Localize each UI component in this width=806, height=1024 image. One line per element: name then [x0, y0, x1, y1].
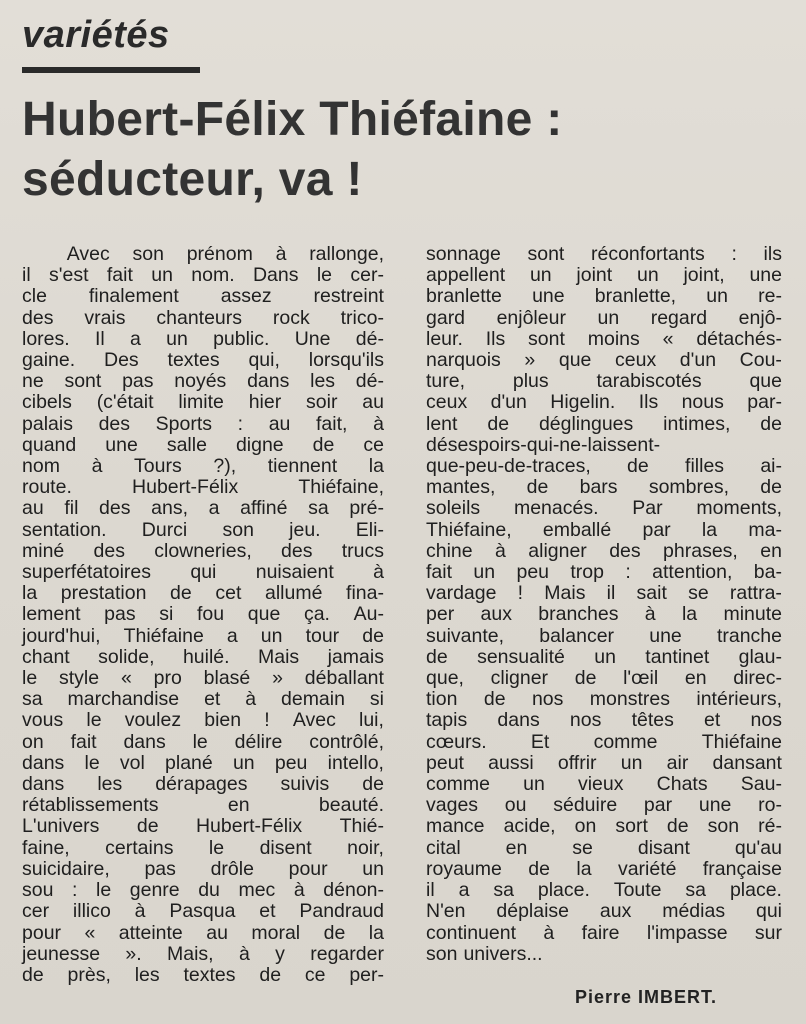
article-line: chant solide, huilé. Mais jamais	[22, 645, 384, 668]
article-line: au fil des ans, a affiné sa pré-	[22, 497, 384, 520]
headline-line-2: séducteur, va !	[22, 153, 363, 206]
article-line: son univers...	[426, 942, 543, 965]
article-line: suicidaire, pas drôle pour un	[22, 857, 384, 880]
article-line: sou : le genre du mec à dénon-	[22, 879, 384, 902]
article-line: continuent à faire l'impasse sur	[426, 921, 782, 944]
article-line: rétablissements en beauté.	[22, 794, 384, 817]
article-line: lores. Il a un public. Une dé-	[22, 327, 384, 350]
article-line: que, cligner de l'œil en direc-	[426, 667, 782, 690]
article-line: désespoirs-qui-ne-laissent-	[426, 433, 661, 456]
article-line: ceux d'un Higelin. Ils nous par-	[426, 391, 782, 414]
article-line: cibels (c'était limite hier soir au	[22, 391, 384, 414]
rubric-underline	[22, 67, 200, 73]
article-line: on fait dans le délire contrôlé,	[22, 730, 384, 753]
article-line: soleils menacés. Par moments,	[426, 497, 782, 520]
article-line: branlette une branlette, un re-	[426, 285, 782, 308]
article-line: sa marchandise et à demain si	[22, 688, 384, 711]
article-line: tion de nos monstres intérieurs,	[426, 688, 782, 711]
article-line: vardage ! Mais il sait se rattra-	[426, 582, 782, 605]
article-line: ne sont pas noyés dans les dé-	[22, 370, 384, 393]
article-line: palais des Sports : au fait, à	[22, 412, 384, 435]
article-line: de sensualité un tantinet glau-	[426, 645, 782, 668]
article-line: sentation. Durci son jeu. Eli-	[22, 518, 384, 541]
headline-line-1: Hubert-Félix Thiéfaine :	[22, 93, 563, 146]
article-line: mance acide, on sort de son ré-	[426, 815, 782, 838]
article-line: quand une salle digne de ce	[22, 433, 384, 456]
article-line: pour « atteinte au moral de la	[22, 921, 384, 944]
article-line: dans les dérapages suivis de	[22, 773, 384, 796]
article-line: narquois » que ceux d'un Cou-	[426, 349, 782, 372]
article-line: gard enjôleur un regard enjô-	[426, 306, 782, 329]
article-line: il s'est fait un nom. Dans le cer-	[22, 264, 384, 287]
article-line: gaine. Des textes qui, lorsqu'ils	[22, 349, 384, 372]
article-line: de près, les textes de ce per-	[22, 963, 384, 986]
article-line: dans le vol plané un peu intello,	[22, 751, 384, 774]
article-line: sonnage sont réconfortants : ils	[426, 243, 782, 265]
article-line: ture, plus tarabiscotés que	[426, 370, 782, 393]
section-rubric: variétés	[22, 14, 170, 56]
article-line: mantes, de bars sombres, de	[426, 476, 782, 499]
article-line: que-peu-de-traces, de filles ai-	[426, 455, 782, 478]
article-line: route. Hubert-Félix Thiéfaine,	[22, 476, 384, 499]
article-line: faine, certains le disent noir,	[22, 836, 384, 859]
article-line: peut aussi offrir un air dansant	[426, 751, 782, 774]
article-line: cer illico à Pasqua et Pandraud	[22, 900, 384, 923]
article-column-right	[426, 244, 782, 965]
article-line: suivante, balancer une tranche	[426, 624, 782, 647]
article-column-left	[22, 244, 384, 986]
article-line: cital en se disant qu'au	[426, 836, 782, 859]
article-line: jourd'hui, Thiéfaine a un tour de	[22, 624, 384, 647]
article-line: vous le voulez bien ! Avec lui,	[22, 709, 384, 732]
article-line: appellent un joint un joint, une	[426, 264, 782, 287]
article-line: il a sa place. Toute sa place.	[426, 879, 782, 902]
article-line: le style « pro blasé » déballant	[22, 667, 384, 690]
article-line: tapis dans nos têtes et nos	[426, 709, 782, 732]
article-line: comme un vieux Chats Sau-	[426, 773, 782, 796]
article-line: des vrais chanteurs rock trico-	[22, 306, 384, 329]
article-line: cœurs. Et comme Thiéfaine	[426, 730, 782, 753]
article-line: vages ou séduire par une ro-	[426, 794, 782, 817]
article-line: royaume de la variété française	[426, 857, 782, 880]
article-line: N'en déplaise aux médias qui	[426, 900, 782, 923]
article-line: per aux branches à la minute	[426, 603, 782, 626]
article-line: lement pas si fou que ça. Au-	[22, 603, 384, 626]
article-line: fait un peu trop : attention, ba-	[426, 561, 782, 584]
article-line: Avec son prénom à rallonge,	[66, 243, 384, 265]
article-line: L'univers de Hubert-Félix Thié-	[22, 815, 384, 838]
article-line: superfétatoires qui nuisaient à	[22, 561, 384, 584]
article-headline	[22, 90, 802, 210]
article-line: leur. Ils sont moins « détachés-	[426, 327, 782, 350]
article-line: cle finalement assez restreint	[22, 285, 384, 308]
article-line: jeunesse ». Mais, à y regarder	[22, 942, 384, 965]
article-line: nom à Tours ?), tiennent la	[22, 455, 384, 478]
article-line: la prestation de cet allumé fina-	[22, 582, 384, 605]
article-line: chine à aligner des phrases, en	[426, 539, 782, 562]
article-line: Thiéfaine, emballé par la ma-	[426, 518, 782, 541]
article-line: miné des clowneries, des trucs	[22, 539, 384, 562]
article-line: lent de déglingues intimes, de	[426, 412, 782, 435]
article-byline: Pierre IMBERT.	[575, 987, 718, 1007]
